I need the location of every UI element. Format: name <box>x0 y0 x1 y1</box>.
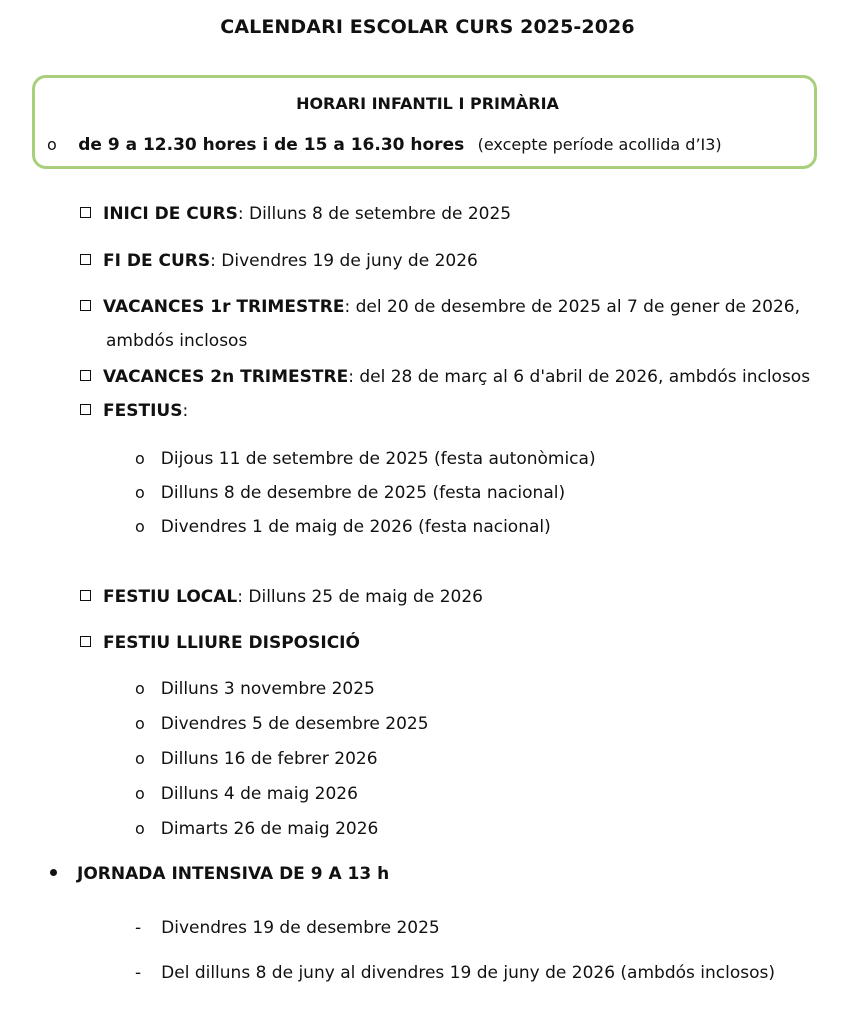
list-item-text: Dilluns 16 de febrer 2026 <box>160 749 378 769</box>
circle-bullet-icon: o <box>135 714 145 733</box>
circle-bullet-icon: o <box>135 749 145 768</box>
dash-bullet-icon: - <box>135 963 142 983</box>
checkbox-icon <box>80 300 91 311</box>
page-title: CALENDARI ESCOLAR CURS 2025-2026 <box>220 16 635 38</box>
list-item-text: Dilluns 3 novembre 2025 <box>160 679 375 699</box>
item-festiu-local <box>80 587 483 607</box>
list-item-text: Dilluns 8 de desembre de 2025 (festa nacional) <box>160 483 566 503</box>
list-item-text: Divendres 19 de desembre 2025 <box>161 918 440 938</box>
checkbox-icon <box>80 254 91 265</box>
item-label: VACANCES 2n TRIMESTRE <box>103 367 349 387</box>
list-item <box>135 749 378 769</box>
item-festius <box>80 401 188 421</box>
intensiva-title: JORNADA INTENSIVA DE 9 A 13 h <box>77 864 390 884</box>
dash-bullet-icon: - <box>135 918 142 938</box>
item-text: : Dilluns 25 de maig de 2026 <box>237 587 483 607</box>
item-vac1-cont: ambdós inclosos <box>106 331 248 351</box>
list-item-text: Del dilluns 8 de juny al divendres 19 de juny de 2026 (ambdós inclosos) <box>161 963 775 983</box>
item-vac1 <box>80 297 800 317</box>
item-label: FESTIU LLIURE DISPOSICIÓ <box>103 633 360 653</box>
checkbox-icon <box>80 370 91 381</box>
circle-bullet-icon: o <box>135 517 145 536</box>
list-item <box>135 784 358 804</box>
item-label: INICI DE CURS <box>103 204 238 224</box>
list-item <box>135 714 429 734</box>
item-lliure <box>80 633 360 653</box>
item-text: : Dilluns 8 de setembre de 2025 <box>237 204 512 224</box>
circle-bullet-icon: o <box>135 819 145 838</box>
circle-bullet-icon: o <box>135 449 145 468</box>
item-label: FI DE CURS <box>103 251 211 271</box>
item-fi <box>80 251 478 271</box>
horari-title: HORARI INFANTIL I PRIMÀRIA <box>296 94 559 113</box>
checkbox-icon <box>80 404 91 415</box>
item-text: : Divendres 19 de juny de 2026 <box>210 251 478 271</box>
checkbox-icon <box>80 590 91 601</box>
list-item-text: Dijous 11 de setembre de 2025 (festa autonòmica) <box>160 449 596 469</box>
circle-bullet-icon: o <box>135 784 145 803</box>
item-label: FESTIUS <box>103 401 183 421</box>
list-item-text: Divendres 1 de maig de 2026 (festa nacional) <box>160 517 551 537</box>
item-label: VACANCES 1r TRIMESTRE <box>103 297 345 317</box>
bullet-dot-icon <box>50 869 57 876</box>
circle-bullet-icon: o <box>135 679 145 698</box>
checkbox-icon <box>80 207 91 218</box>
horari-bullet: o <box>47 135 57 154</box>
list-item <box>135 918 440 938</box>
list-item-text: Divendres 5 de desembre 2025 <box>160 714 429 734</box>
item-inici <box>80 204 511 224</box>
item-text: : del 28 de març al 6 d'abril de 2026, ambdós inclosos <box>348 367 811 387</box>
item-text: : <box>182 401 189 421</box>
list-item-text: Dimarts 26 de maig 2026 <box>160 819 379 839</box>
horari-line <box>47 135 722 155</box>
item-label: FESTIU LOCAL <box>103 587 238 607</box>
item-vac2 <box>80 367 810 387</box>
list-item <box>135 517 551 537</box>
intensiva-heading <box>50 864 389 884</box>
checkbox-icon <box>80 636 91 647</box>
list-item <box>135 679 375 699</box>
list-item <box>135 483 565 503</box>
horari-note: (excepte període acollida d’I3) <box>477 135 722 154</box>
list-item <box>135 449 596 469</box>
list-item <box>135 963 775 983</box>
item-text: : del 20 de desembre de 2025 al 7 de gener de 2026, <box>344 297 801 317</box>
horari-main: de 9 a 12.30 hores i de 15 a 16.30 hores <box>78 135 465 155</box>
list-item <box>135 819 378 839</box>
list-item-text: Dilluns 4 de maig 2026 <box>160 784 358 804</box>
circle-bullet-icon: o <box>135 483 145 502</box>
